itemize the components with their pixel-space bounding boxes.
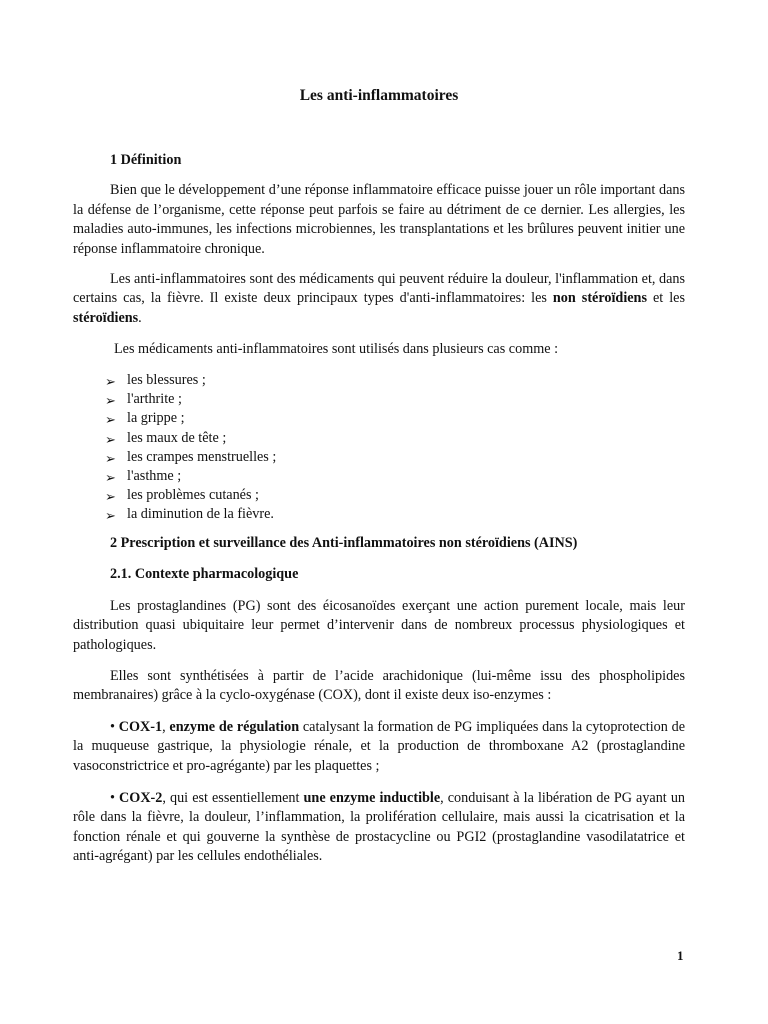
arrow-bullet-icon: ➢	[105, 508, 116, 524]
list-item: ➢ l'asthme ;	[105, 467, 685, 486]
list-item: ➢ les crampes menstruelles ;	[105, 448, 685, 467]
list-item: ➢ la diminution de la fièvre.	[105, 505, 685, 524]
arrow-bullet-icon: ➢	[105, 393, 116, 409]
list-item: ➢ les maux de tête ;	[105, 429, 685, 448]
pharmacology-paragraph-2: Elles sont synthétisées à partir de l’acide arachidonique (lui-même issu des phospholipides membranaires) grâce à la cyclo-oxygénase (COX), dont il existe deux iso-enzymes :	[73, 667, 685, 704]
list-item: ➢ la grippe ;	[105, 409, 685, 428]
page-number: 1	[677, 948, 684, 963]
definition-paragraph-2: Les anti-inflammatoires sont des médicaments qui peuvent réduire la douleur, l'inflammation et, dans certains cas, la fièvre. Il existe deux principaux types d'anti-inflammatoires: les non stéroïdiens et les stéroïdiens.	[73, 270, 685, 326]
arrow-bullet-icon: ➢	[105, 431, 116, 447]
arrow-bullet-icon: ➢	[105, 489, 116, 505]
document-body	[73, 86, 685, 867]
arrow-bullet-icon: ➢	[105, 469, 116, 485]
cox2-paragraph: • COX-2, qui est essentiellement une enzyme inductible, conduisant à la libération de PG ayant un rôle dans la fièvre, la douleur, l’inflammation, la prolifération cellulaire, mais aussi la cicatrisation et la fonction rénale et qui gouverne la synthèse de prostacycline ou PGI2 (prostaglandine vasodilatatrice et anti-agrégant) par les cellules endothéliales.	[73, 789, 686, 865]
section-2-1-heading: 2.1. Contexte pharmacologique	[110, 566, 299, 583]
pharmacology-paragraph-1: Les prostaglandines (PG) sont des éicosanoïdes exerçant une action purement locale, mais leur distribution quasi ubiquitaire leur permet d’intervenir dans de nombreux processus physiologiques et pathologiques.	[73, 597, 685, 653]
uses-intro: Les médicaments anti-inflammatoires sont utilisés dans plusieurs cas comme :	[114, 341, 559, 358]
section-1-heading: 1 Définition	[110, 151, 182, 168]
document-title: Les anti-inflammatoires	[299, 87, 459, 104]
uses-list	[73, 371, 685, 525]
list-item: ➢ l'arthrite ;	[105, 390, 685, 409]
definition-paragraph-1: Bien que le développement d’une réponse inflammatoire efficace puisse jouer un rôle important dans la défense de l’organisme, cette réponse peut parfois se faire au détriment de ce dernier. Les allergies, les maladies auto-immunes, les infections microbiennes, les transplantations et les brûlures peuvent initier une réponse inflammatoire chronique.	[73, 182, 685, 257]
list-item: ➢ les problèmes cutanés ;	[105, 486, 685, 505]
cox1-paragraph: • COX-1, enzyme de régulation catalysant la formation de PG impliquées dans la cytoprotection de la muqueuse gastrique, la physiologie rénale, et la production de thromboxane A2 (prostaglandine vasoconstrictrice et pro-agrégante) par les plaquettes ;	[73, 718, 686, 774]
arrow-bullet-icon: ➢	[105, 373, 116, 389]
arrow-bullet-icon: ➢	[105, 412, 116, 428]
list-item: ➢ les blessures ;	[105, 371, 685, 390]
arrow-bullet-icon: ➢	[105, 450, 116, 466]
section-2-heading: 2 Prescription et surveillance des Anti-inflammatoires non stéroïdiens (AINS)	[110, 534, 578, 551]
